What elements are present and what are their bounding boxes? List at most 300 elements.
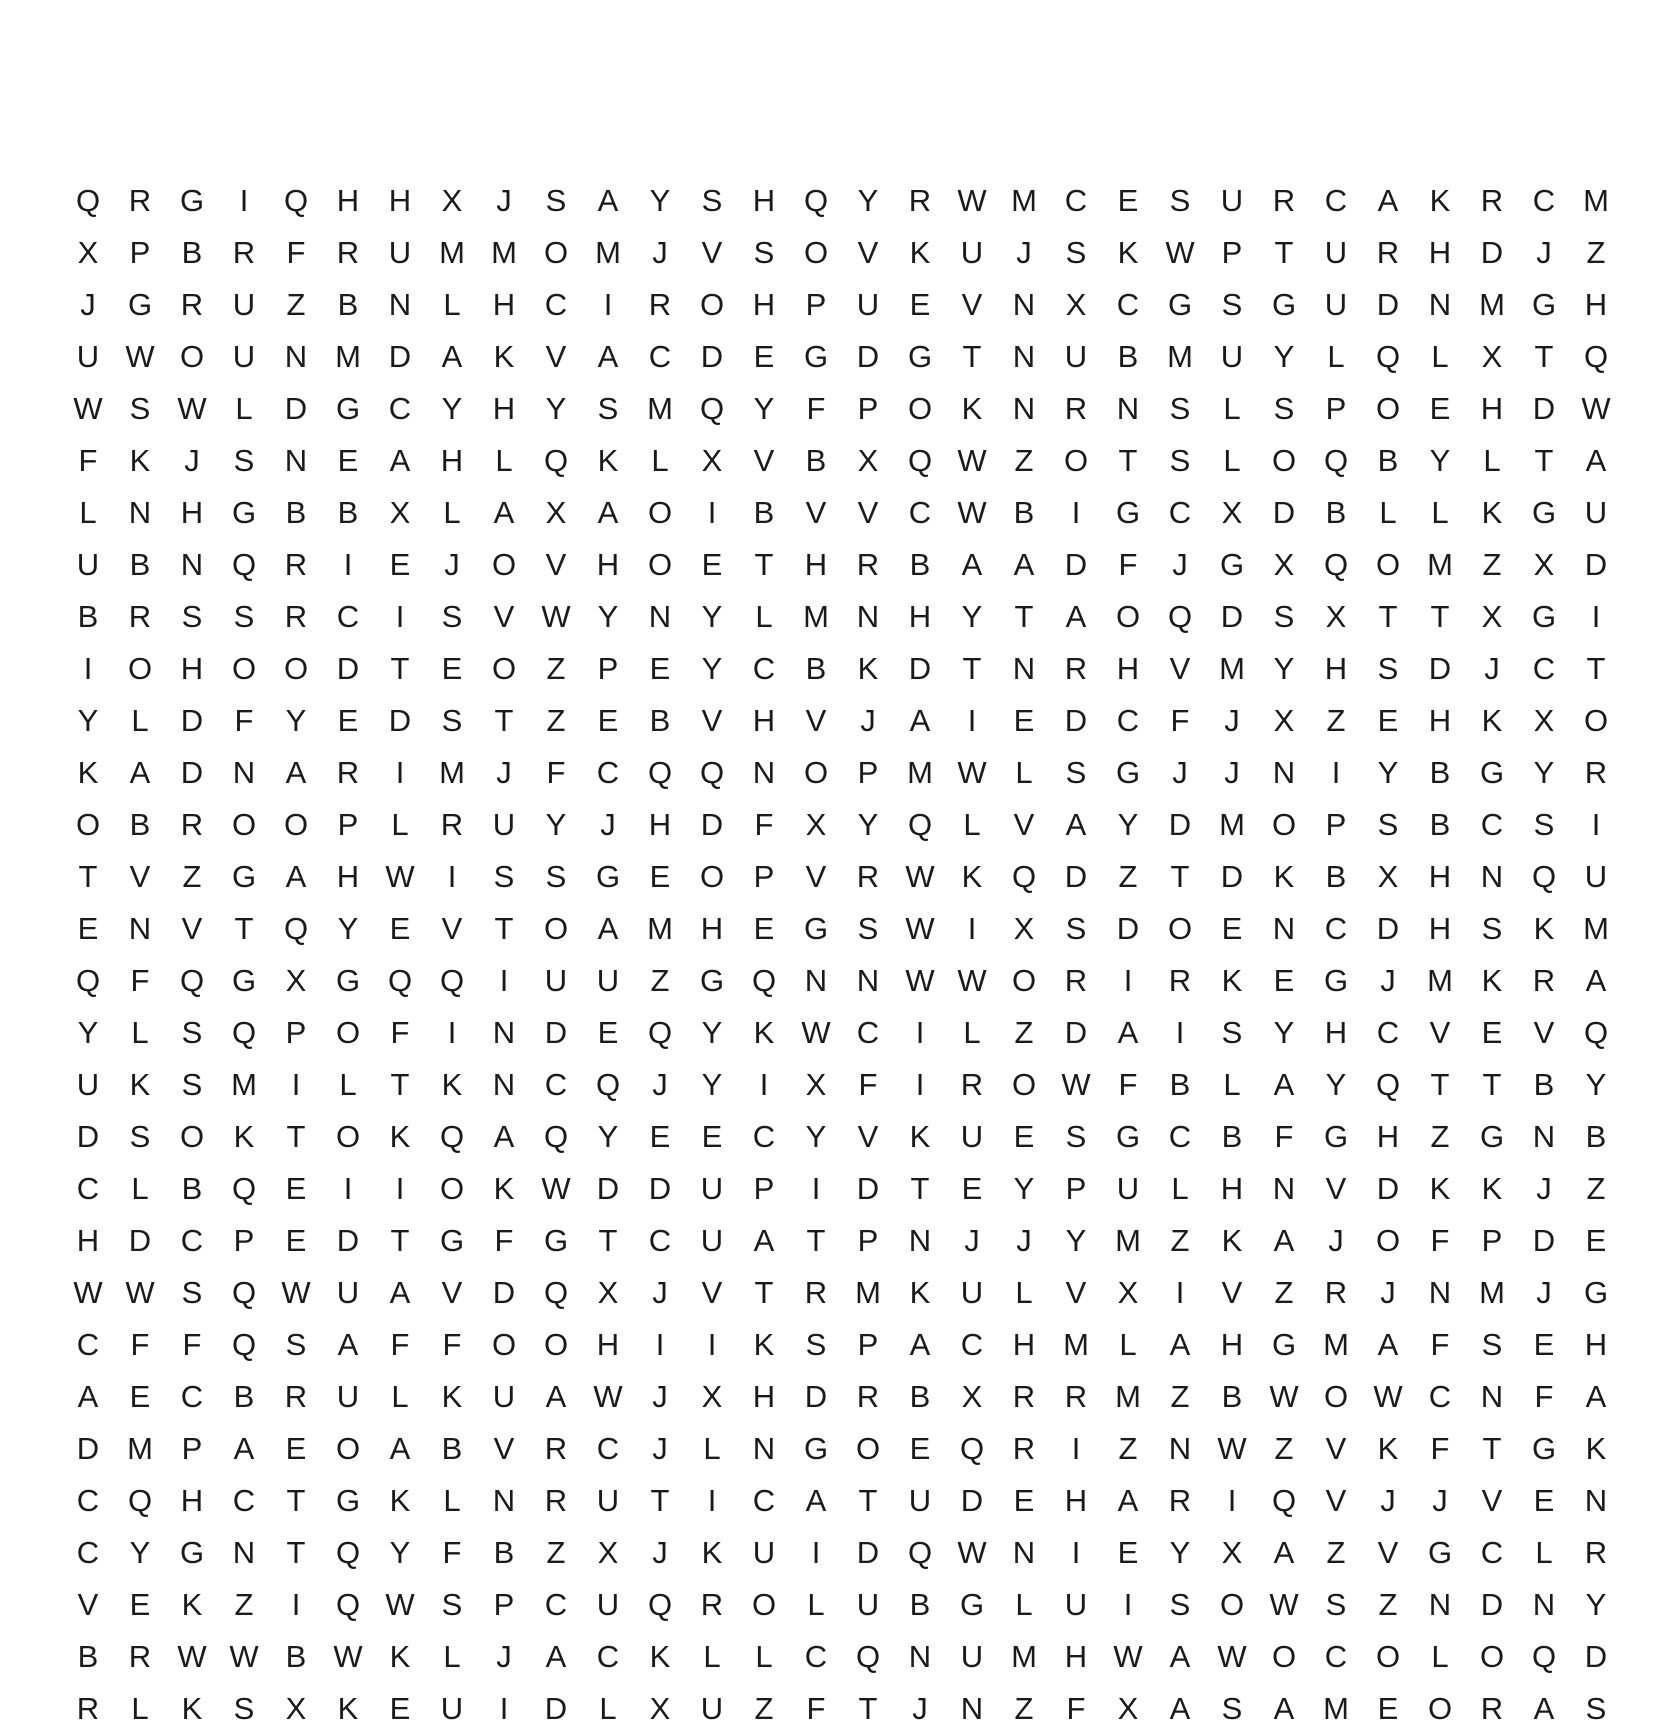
letter-cell[interactable]: J	[652, 1274, 668, 1310]
letter-cell[interactable]: T	[1430, 1066, 1450, 1102]
letter-cell[interactable]: O	[1583, 702, 1609, 738]
letter-cell[interactable]: W	[1581, 390, 1611, 426]
letter-cell[interactable]: C	[180, 1222, 204, 1258]
letter-cell[interactable]: U	[1584, 858, 1608, 894]
letter-cell[interactable]: C	[1376, 1014, 1400, 1050]
letter-cell[interactable]: I	[499, 962, 509, 998]
letter-cell[interactable]: E	[337, 702, 359, 738]
letter-cell[interactable]: P	[1481, 1222, 1503, 1258]
letter-cell[interactable]: A	[1377, 1326, 1399, 1362]
letter-cell[interactable]: G	[1271, 286, 1297, 322]
letter-cell[interactable]: O	[335, 1118, 361, 1154]
letter-cell[interactable]: Q	[127, 1482, 153, 1518]
letter-cell[interactable]: A	[1065, 598, 1087, 634]
letter-cell[interactable]: Q	[803, 182, 829, 218]
letter-cell[interactable]: L	[1015, 754, 1033, 790]
letter-cell[interactable]: H	[1480, 390, 1504, 426]
letter-cell[interactable]: H	[1220, 1170, 1244, 1206]
letter-cell[interactable]: P	[129, 234, 151, 270]
letter-cell[interactable]: B	[285, 494, 307, 530]
letter-cell[interactable]: C	[1532, 182, 1556, 218]
letter-cell[interactable]: O	[543, 910, 569, 946]
letter-cell[interactable]: Y	[857, 182, 879, 218]
letter-cell[interactable]: O	[543, 1326, 569, 1362]
letter-cell[interactable]: V	[441, 1274, 463, 1310]
letter-cell[interactable]: F	[442, 1534, 462, 1570]
letter-cell[interactable]: O	[75, 806, 101, 842]
letter-cell[interactable]: X	[805, 1066, 827, 1102]
letter-cell[interactable]: G	[699, 962, 725, 998]
letter-cell[interactable]: K	[909, 234, 931, 270]
letter-cell[interactable]: L	[755, 1638, 773, 1674]
letter-cell[interactable]: O	[335, 1430, 361, 1466]
letter-cell[interactable]: C	[596, 754, 620, 790]
letter-cell[interactable]: C	[1324, 1638, 1348, 1674]
letter-cell[interactable]: A	[389, 1430, 411, 1466]
letter-cell[interactable]: B	[129, 806, 151, 842]
letter-cell[interactable]: R	[180, 286, 204, 322]
letter-cell[interactable]: E	[285, 1222, 307, 1258]
letter-cell[interactable]: H	[1220, 1326, 1244, 1362]
letter-cell[interactable]: L	[963, 806, 981, 842]
letter-cell[interactable]: E	[1481, 1014, 1503, 1050]
letter-cell[interactable]: H	[1324, 650, 1348, 686]
letter-cell[interactable]: H	[752, 286, 776, 322]
letter-cell[interactable]: Q	[647, 754, 673, 790]
letter-cell[interactable]: T	[754, 546, 774, 582]
letter-cell[interactable]: E	[1273, 962, 1295, 998]
letter-cell[interactable]: D	[856, 1170, 880, 1206]
letter-cell[interactable]: M	[595, 234, 621, 270]
letter-cell[interactable]: L	[1223, 442, 1241, 478]
letter-cell[interactable]: W	[957, 494, 987, 530]
letter-cell[interactable]: C	[752, 1118, 776, 1154]
letter-cell[interactable]: V	[129, 858, 151, 894]
letter-cell[interactable]: K	[1429, 182, 1451, 218]
letter-cell[interactable]: N	[128, 494, 152, 530]
letter-cell[interactable]: E	[753, 338, 775, 374]
letter-cell[interactable]: C	[76, 1534, 100, 1570]
letter-cell[interactable]: B	[1429, 754, 1451, 790]
letter-cell[interactable]: H	[1428, 858, 1452, 894]
letter-cell[interactable]: F	[1170, 702, 1190, 738]
letter-cell[interactable]: U	[752, 1534, 776, 1570]
letter-cell[interactable]: U	[960, 1118, 984, 1154]
letter-cell[interactable]: N	[388, 286, 412, 322]
letter-cell[interactable]: A	[1533, 1690, 1555, 1726]
letter-cell[interactable]: K	[1533, 910, 1555, 946]
letter-cell[interactable]: X	[389, 494, 411, 530]
letter-cell[interactable]: T	[286, 1482, 306, 1518]
letter-cell[interactable]: I	[343, 1170, 353, 1206]
letter-cell[interactable]: O	[491, 546, 517, 582]
letter-cell[interactable]: F	[1066, 1690, 1086, 1726]
letter-cell[interactable]: Q	[283, 910, 309, 946]
letter-cell[interactable]: E	[1585, 1222, 1607, 1258]
letter-cell[interactable]: Q	[1323, 442, 1349, 478]
letter-cell[interactable]: E	[389, 910, 411, 946]
letter-cell[interactable]: F	[806, 1690, 826, 1726]
letter-cell[interactable]: J	[1380, 1482, 1396, 1518]
letter-cell[interactable]: M	[491, 234, 517, 270]
letter-cell[interactable]: D	[856, 338, 880, 374]
letter-cell[interactable]: Q	[543, 442, 569, 478]
letter-cell[interactable]: T	[858, 1482, 878, 1518]
letter-cell[interactable]: H	[752, 1378, 776, 1414]
letter-cell[interactable]: E	[649, 1118, 671, 1154]
letter-cell[interactable]: O	[543, 234, 569, 270]
letter-cell[interactable]: N	[128, 910, 152, 946]
letter-cell[interactable]: G	[1115, 494, 1141, 530]
letter-cell[interactable]: E	[1013, 1482, 1035, 1518]
letter-cell[interactable]: Q	[231, 1170, 257, 1206]
letter-cell[interactable]: H	[180, 494, 204, 530]
letter-cell[interactable]: K	[493, 338, 515, 374]
letter-cell[interactable]: K	[181, 1690, 203, 1726]
letter-cell[interactable]: A	[1169, 1326, 1191, 1362]
letter-cell[interactable]: G	[803, 338, 829, 374]
letter-cell[interactable]: V	[1325, 1170, 1347, 1206]
letter-cell[interactable]: N	[1012, 390, 1036, 426]
letter-cell[interactable]: W	[905, 962, 935, 998]
letter-cell[interactable]: J	[1536, 234, 1552, 270]
letter-cell[interactable]: S	[1169, 182, 1191, 218]
letter-cell[interactable]: V	[805, 858, 827, 894]
letter-cell[interactable]: X	[1065, 286, 1087, 322]
letter-cell[interactable]: R	[1272, 182, 1296, 218]
letter-cell[interactable]: H	[908, 598, 932, 634]
letter-cell[interactable]: T	[1586, 650, 1606, 686]
letter-cell[interactable]: E	[1533, 1326, 1555, 1362]
letter-cell[interactable]: X	[545, 494, 567, 530]
letter-cell[interactable]: Q	[439, 962, 465, 998]
letter-cell[interactable]: K	[493, 1170, 515, 1206]
letter-cell[interactable]: L	[131, 702, 149, 738]
letter-cell[interactable]: U	[1584, 494, 1608, 530]
letter-cell[interactable]: D	[180, 702, 204, 738]
letter-cell[interactable]: G	[335, 1482, 361, 1518]
letter-cell[interactable]: H	[752, 182, 776, 218]
letter-cell[interactable]: O	[179, 338, 205, 374]
letter-cell[interactable]: H	[804, 546, 828, 582]
letter-cell[interactable]: L	[1015, 1586, 1033, 1622]
letter-cell[interactable]: X	[1117, 1690, 1139, 1726]
letter-cell[interactable]: B	[337, 494, 359, 530]
letter-cell[interactable]: Z	[286, 286, 306, 322]
letter-cell[interactable]: A	[597, 494, 619, 530]
letter-cell[interactable]: H	[1428, 910, 1452, 946]
letter-cell[interactable]: S	[1221, 1690, 1243, 1726]
letter-cell[interactable]: D	[1532, 390, 1556, 426]
letter-cell[interactable]: R	[700, 1586, 724, 1622]
letter-cell[interactable]: Y	[701, 1066, 723, 1102]
letter-cell[interactable]: L	[807, 1586, 825, 1622]
letter-cell[interactable]: M	[647, 390, 673, 426]
letter-cell[interactable]: A	[1273, 1534, 1295, 1570]
letter-cell[interactable]: S	[285, 1326, 307, 1362]
letter-cell[interactable]: W	[125, 338, 155, 374]
letter-cell[interactable]: B	[1325, 858, 1347, 894]
letter-cell[interactable]: R	[856, 546, 880, 582]
letter-cell[interactable]: I	[1591, 598, 1601, 634]
letter-cell[interactable]: I	[1175, 1274, 1185, 1310]
letter-cell[interactable]: R	[1064, 650, 1088, 686]
letter-cell[interactable]: V	[545, 546, 567, 582]
letter-cell[interactable]: Z	[1170, 1378, 1190, 1414]
letter-cell[interactable]: H	[492, 390, 516, 426]
letter-cell[interactable]: E	[961, 1170, 983, 1206]
letter-cell[interactable]: I	[707, 1326, 717, 1362]
letter-cell[interactable]: B	[909, 1378, 931, 1414]
letter-cell[interactable]: H	[388, 182, 412, 218]
letter-cell[interactable]: K	[649, 1638, 671, 1674]
letter-cell[interactable]: I	[1071, 1534, 1081, 1570]
letter-cell[interactable]: A	[389, 1274, 411, 1310]
letter-cell[interactable]: V	[961, 286, 983, 322]
letter-cell[interactable]: H	[492, 286, 516, 322]
letter-cell[interactable]: A	[1273, 1690, 1295, 1726]
letter-cell[interactable]: B	[77, 598, 99, 634]
letter-cell[interactable]: Z	[1170, 1222, 1190, 1258]
letter-cell[interactable]: Q	[855, 1638, 881, 1674]
letter-cell[interactable]: Q	[231, 1014, 257, 1050]
letter-cell[interactable]: D	[700, 338, 724, 374]
letter-cell[interactable]: U	[232, 286, 256, 322]
letter-cell[interactable]: D	[1584, 1638, 1608, 1674]
letter-cell[interactable]: W	[801, 1014, 831, 1050]
letter-cell[interactable]: S	[1481, 910, 1503, 946]
letter-cell[interactable]: N	[960, 1690, 984, 1726]
letter-cell[interactable]: U	[76, 338, 100, 374]
letter-cell[interactable]: K	[1481, 702, 1503, 738]
letter-cell[interactable]: U	[76, 1066, 100, 1102]
letter-cell[interactable]: T	[1482, 1066, 1502, 1102]
letter-cell[interactable]: R	[856, 858, 880, 894]
letter-cell[interactable]: D	[908, 650, 932, 686]
letter-cell[interactable]: J	[964, 1222, 980, 1258]
letter-cell[interactable]: U	[1324, 286, 1348, 322]
letter-cell[interactable]: Z	[1430, 1118, 1450, 1154]
letter-cell[interactable]: C	[544, 1066, 568, 1102]
letter-cell[interactable]: O	[1479, 1638, 1505, 1674]
letter-cell[interactable]: G	[1531, 494, 1557, 530]
letter-cell[interactable]: Z	[1326, 1534, 1346, 1570]
letter-cell[interactable]: S	[233, 442, 255, 478]
letter-cell[interactable]: B	[1377, 442, 1399, 478]
letter-cell[interactable]: L	[79, 494, 97, 530]
letter-cell[interactable]: S	[1273, 390, 1295, 426]
letter-cell[interactable]: V	[1429, 1014, 1451, 1050]
letter-cell[interactable]: R	[544, 1482, 568, 1518]
letter-cell[interactable]: Z	[182, 858, 202, 894]
letter-cell[interactable]: D	[1220, 858, 1244, 894]
letter-cell[interactable]: Q	[439, 1118, 465, 1154]
letter-cell[interactable]: H	[648, 806, 672, 842]
letter-cell[interactable]: C	[1324, 910, 1348, 946]
letter-cell[interactable]: N	[804, 962, 828, 998]
letter-cell[interactable]: S	[1169, 390, 1191, 426]
letter-cell[interactable]: T	[754, 1274, 774, 1310]
letter-cell[interactable]: N	[1532, 1118, 1556, 1154]
letter-cell[interactable]: E	[337, 442, 359, 478]
letter-cell[interactable]: A	[389, 442, 411, 478]
letter-cell[interactable]: N	[284, 338, 308, 374]
letter-cell[interactable]: L	[1431, 338, 1449, 374]
letter-cell[interactable]: J	[912, 1690, 928, 1726]
letter-cell[interactable]: G	[1323, 962, 1349, 998]
letter-cell[interactable]: G	[803, 910, 829, 946]
letter-cell[interactable]: W	[73, 390, 103, 426]
letter-cell[interactable]: M	[1063, 1326, 1089, 1362]
letter-cell[interactable]: B	[805, 650, 827, 686]
letter-cell[interactable]: R	[1168, 1482, 1192, 1518]
letter-cell[interactable]: V	[805, 494, 827, 530]
letter-cell[interactable]: A	[909, 1326, 931, 1362]
letter-cell[interactable]: L	[599, 1690, 617, 1726]
letter-cell[interactable]: Q	[907, 442, 933, 478]
letter-cell[interactable]: Y	[337, 910, 359, 946]
letter-cell[interactable]: G	[1115, 754, 1141, 790]
letter-cell[interactable]: O	[1427, 1690, 1453, 1726]
letter-cell[interactable]: W	[1217, 1430, 1247, 1466]
letter-cell[interactable]: F	[1118, 546, 1138, 582]
letter-cell[interactable]: D	[1272, 494, 1296, 530]
letter-cell[interactable]: M	[647, 910, 673, 946]
letter-cell[interactable]: Q	[231, 1326, 257, 1362]
letter-cell[interactable]: C	[752, 1482, 776, 1518]
letter-cell[interactable]: Q	[647, 1586, 673, 1622]
letter-cell[interactable]: S	[753, 234, 775, 270]
letter-cell[interactable]: Q	[1583, 1014, 1609, 1050]
letter-cell[interactable]: I	[967, 702, 977, 738]
letter-cell[interactable]: O	[439, 1170, 465, 1206]
letter-cell[interactable]: A	[597, 338, 619, 374]
letter-cell[interactable]: Q	[751, 962, 777, 998]
letter-cell[interactable]: R	[1584, 1534, 1608, 1570]
letter-cell[interactable]: M	[439, 754, 465, 790]
letter-cell[interactable]: F	[286, 234, 306, 270]
letter-cell[interactable]: M	[439, 234, 465, 270]
letter-cell[interactable]: C	[1116, 286, 1140, 322]
letter-cell[interactable]: Q	[1375, 338, 1401, 374]
letter-cell[interactable]: A	[1169, 1638, 1191, 1674]
letter-cell[interactable]: I	[915, 1066, 925, 1102]
letter-cell[interactable]: C	[76, 1326, 100, 1362]
letter-cell[interactable]: D	[544, 1690, 568, 1726]
letter-cell[interactable]: D	[1428, 650, 1452, 686]
letter-cell[interactable]: N	[1584, 1482, 1608, 1518]
letter-cell[interactable]: N	[908, 1222, 932, 1258]
letter-cell[interactable]: G	[231, 494, 257, 530]
letter-cell[interactable]: S	[597, 390, 619, 426]
letter-cell[interactable]: W	[281, 1274, 311, 1310]
letter-cell[interactable]: J	[496, 1638, 512, 1674]
letter-cell[interactable]: O	[907, 390, 933, 426]
letter-cell[interactable]: D	[1376, 1170, 1400, 1206]
letter-cell[interactable]: K	[181, 1586, 203, 1622]
letter-cell[interactable]: C	[1168, 1118, 1192, 1154]
letter-cell[interactable]: U	[388, 234, 412, 270]
letter-cell[interactable]: U	[440, 1690, 464, 1726]
letter-cell[interactable]: G	[1271, 1326, 1297, 1362]
letter-cell[interactable]: V	[1325, 1482, 1347, 1518]
letter-cell[interactable]: V	[805, 702, 827, 738]
letter-cell[interactable]: G	[1531, 598, 1557, 634]
letter-cell[interactable]: R	[1376, 234, 1400, 270]
letter-cell[interactable]: Q	[1583, 338, 1609, 374]
letter-cell[interactable]: C	[1480, 1534, 1504, 1570]
letter-cell[interactable]: Y	[1325, 1066, 1347, 1102]
letter-cell[interactable]: Y	[285, 702, 307, 738]
letter-cell[interactable]: V	[441, 910, 463, 946]
letter-cell[interactable]: O	[283, 806, 309, 842]
letter-cell[interactable]: I	[811, 1170, 821, 1206]
letter-cell[interactable]: G	[179, 182, 205, 218]
letter-cell[interactable]: P	[337, 806, 359, 842]
letter-cell[interactable]: S	[1065, 1118, 1087, 1154]
letter-cell[interactable]: S	[1065, 234, 1087, 270]
letter-cell[interactable]: U	[596, 1482, 620, 1518]
letter-cell[interactable]: R	[1168, 962, 1192, 998]
letter-cell[interactable]: V	[1169, 650, 1191, 686]
letter-cell[interactable]: D	[388, 702, 412, 738]
letter-cell[interactable]: Q	[543, 1274, 569, 1310]
letter-cell[interactable]: O	[1271, 442, 1297, 478]
letter-cell[interactable]: M	[1115, 1378, 1141, 1414]
letter-cell[interactable]: S	[493, 858, 515, 894]
letter-cell[interactable]: I	[395, 754, 405, 790]
letter-cell[interactable]: U	[856, 1586, 880, 1622]
letter-cell[interactable]: S	[181, 1274, 203, 1310]
letter-cell[interactable]: K	[1117, 234, 1139, 270]
letter-cell[interactable]: M	[1219, 806, 1245, 842]
letter-cell[interactable]: S	[233, 598, 255, 634]
letter-cell[interactable]: J	[652, 1534, 668, 1570]
letter-cell[interactable]: T	[910, 1170, 930, 1206]
letter-cell[interactable]: H	[336, 858, 360, 894]
letter-cell[interactable]: R	[908, 182, 932, 218]
letter-cell[interactable]: M	[1167, 338, 1193, 374]
letter-cell[interactable]: D	[492, 1274, 516, 1310]
letter-cell[interactable]: P	[181, 1430, 203, 1466]
letter-cell[interactable]: N	[648, 598, 672, 634]
letter-cell[interactable]: G	[1427, 1534, 1453, 1570]
letter-cell[interactable]: N	[1272, 1170, 1296, 1206]
letter-cell[interactable]: X	[1273, 702, 1295, 738]
letter-cell[interactable]: K	[857, 650, 879, 686]
letter-cell[interactable]: B	[1013, 494, 1035, 530]
letter-cell[interactable]: N	[232, 1534, 256, 1570]
letter-cell[interactable]: K	[129, 442, 151, 478]
letter-cell[interactable]: M	[1427, 962, 1453, 998]
letter-cell[interactable]: T	[390, 1222, 410, 1258]
letter-cell[interactable]: A	[493, 1118, 515, 1154]
letter-cell[interactable]: S	[1377, 806, 1399, 842]
letter-cell[interactable]: X	[1481, 598, 1503, 634]
letter-cell[interactable]: Z	[1378, 1586, 1398, 1622]
letter-cell[interactable]: D	[76, 1430, 100, 1466]
letter-cell[interactable]: W	[1061, 1066, 1091, 1102]
letter-cell[interactable]: X	[961, 1378, 983, 1414]
letter-cell[interactable]: I	[291, 1066, 301, 1102]
letter-cell[interactable]: U	[1324, 234, 1348, 270]
letter-cell[interactable]: E	[701, 1118, 723, 1154]
letter-cell[interactable]: C	[596, 1430, 620, 1466]
letter-cell[interactable]: V	[1481, 1482, 1503, 1518]
letter-cell[interactable]: E	[1117, 1534, 1139, 1570]
letter-cell[interactable]: J	[1172, 546, 1188, 582]
letter-cell[interactable]: J	[652, 1378, 668, 1414]
